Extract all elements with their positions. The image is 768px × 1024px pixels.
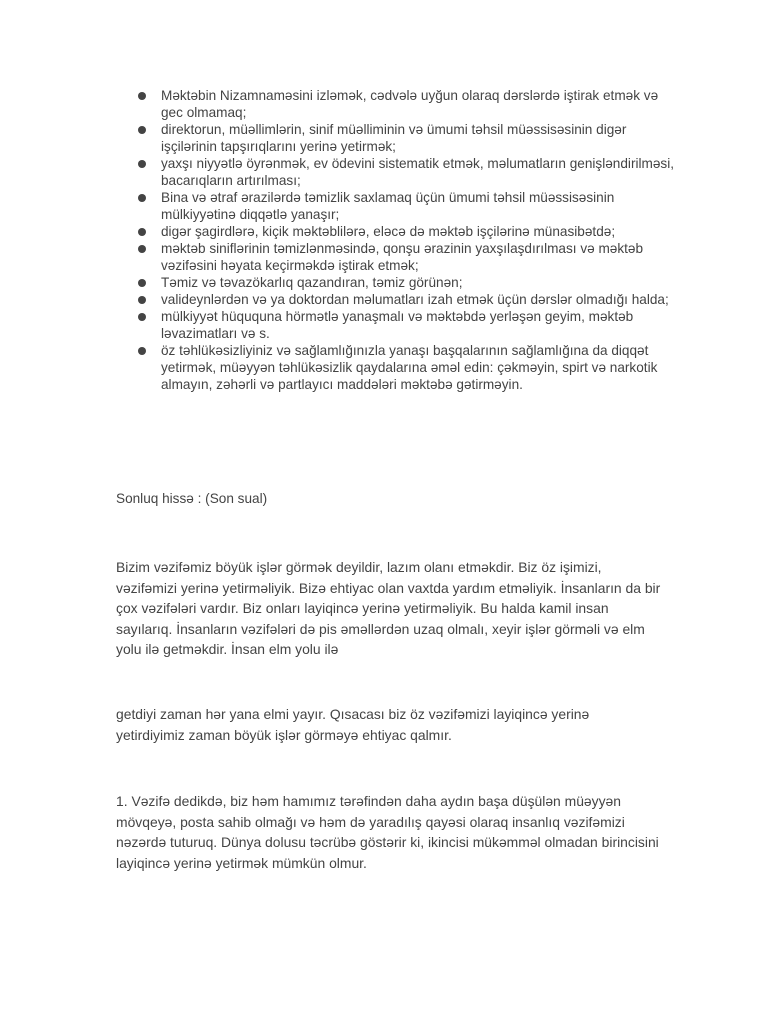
list-item bbox=[133, 274, 678, 291]
duties-bullet-list bbox=[133, 87, 678, 393]
bullet-icon bbox=[138, 194, 146, 202]
bullet-icon bbox=[138, 347, 146, 355]
bullet-icon bbox=[138, 279, 146, 287]
list-item-text: direktorun, müəllimlərin, sinif müəlliminin və ümumi təhsil müəssisəsinin digər işçilərinin tapşırıqlarını yerinə yetirmək; bbox=[161, 122, 627, 154]
section-heading: Sonluq hissə : (Son sual) bbox=[116, 491, 268, 506]
list-item bbox=[133, 189, 678, 223]
list-item bbox=[133, 240, 678, 274]
bullet-icon bbox=[138, 160, 146, 168]
list-item bbox=[133, 308, 678, 342]
list-item bbox=[133, 342, 678, 393]
bullet-icon bbox=[138, 245, 146, 253]
list-item-text: öz təhlükəsizliyiniz və sağlamlığınızla yanaşı başqalarının sağlamlığına da diqqət yetirmək, müəyyən təhlükəsizlik qaydalarına əməl edin: çəkməyin, spirt və narkotik almayın, zəhərli və partlayıcı maddələri məktəbə gətirməyin. bbox=[161, 343, 658, 392]
list-item bbox=[133, 121, 678, 155]
bullet-icon bbox=[138, 228, 146, 236]
conclusion-paragraph-continued: getdiyi zaman hər yana elmi yayır. Qısacası biz öz vəzifəmizi layiqincə yerinə yetirdiyimiz zaman böyük işlər görməyə ehtiyac qalmır. bbox=[116, 706, 590, 743]
bullet-icon bbox=[138, 126, 146, 134]
bullet-icon bbox=[138, 313, 146, 321]
list-item-text: Bina və ətraf ərazilərdə təmizlik saxlamaq üçün ümumi təhsil müəssisəsinin mülkiyyətinə diqqətlə yanaşır; bbox=[161, 190, 615, 222]
conclusion-paragraph: Bizim vəzifəmiz böyük işlər görmək deyildir, lazım olanı etməkdir. Biz öz işimizi, vəzifəmizi yerinə yetirməliyik. Bizə ehtiyac olan vaxtda yardım etməliyik. İnsanların da bir çox vəzifələri vardır. Biz onları layiqincə yerinə yetirməliyik. Bu halda kamil insan sayılarıq. İnsanların vəzifələri də pis əməllərdən uzaq olmalı, xeyir işlər görməli və elm yolu ilə getməkdir. İnsan elm yolu ilə bbox=[116, 559, 661, 657]
list-item-text: məktəb siniflərinin təmizlənməsində, qonşu ərazinin yaxşılaşdırılması və məktəb vəzifəsini həyata keçirməkdə iştirak etmək; bbox=[161, 241, 644, 273]
list-item bbox=[133, 87, 678, 121]
list-item-text: yaxşı niyyətlə öyrənmək, ev ödevini sistematik etmək, məlumatların genişləndirilməsi, bacarıqların artırılması; bbox=[161, 156, 674, 188]
list-item bbox=[133, 155, 678, 189]
list-item bbox=[133, 291, 678, 308]
list-item-text: Təmiz və təvazökarlıq qazandıran, təmiz görünən; bbox=[161, 275, 463, 290]
bullet-icon bbox=[138, 296, 146, 304]
numbered-paragraph: 1. Vəzifə dedikdə, biz həm hamımız tərəfindən daha aydın başa düşülən müəyyən mövqeyə, posta sahib olmağı və həm də yaradılış qayəsi olaraq insanlıq vəzifəmizi nəzərdə tuturuq. Dünya dolusu təcrübə göstərir ki, ikincisi mükəmməl olmadan birincisini layiqincə yerinə yetirmək mümkün olmur. bbox=[116, 793, 659, 871]
bullet-icon bbox=[138, 92, 146, 100]
list-item bbox=[133, 223, 678, 240]
list-item-text: Məktəbin Nizamnaməsini izləmək, cədvələ uyğun olaraq dərslərdə iştirak etmək və gec olmamaq; bbox=[161, 88, 659, 120]
list-item-text: valideynlərdən və ya doktordan məlumatları izah etmək üçün dərslər olmadığı halda; bbox=[161, 292, 669, 307]
list-item-text: digər şagirdlərə, kiçik məktəblilərə, eləcə də məktəb işçilərinə münasibətdə; bbox=[161, 224, 616, 239]
list-item-text: mülkiyyət hüququna hörmətlə yanaşmalı və məktəbdə yerləşən geyim, məktəb ləvazimatları və s. bbox=[161, 309, 634, 341]
